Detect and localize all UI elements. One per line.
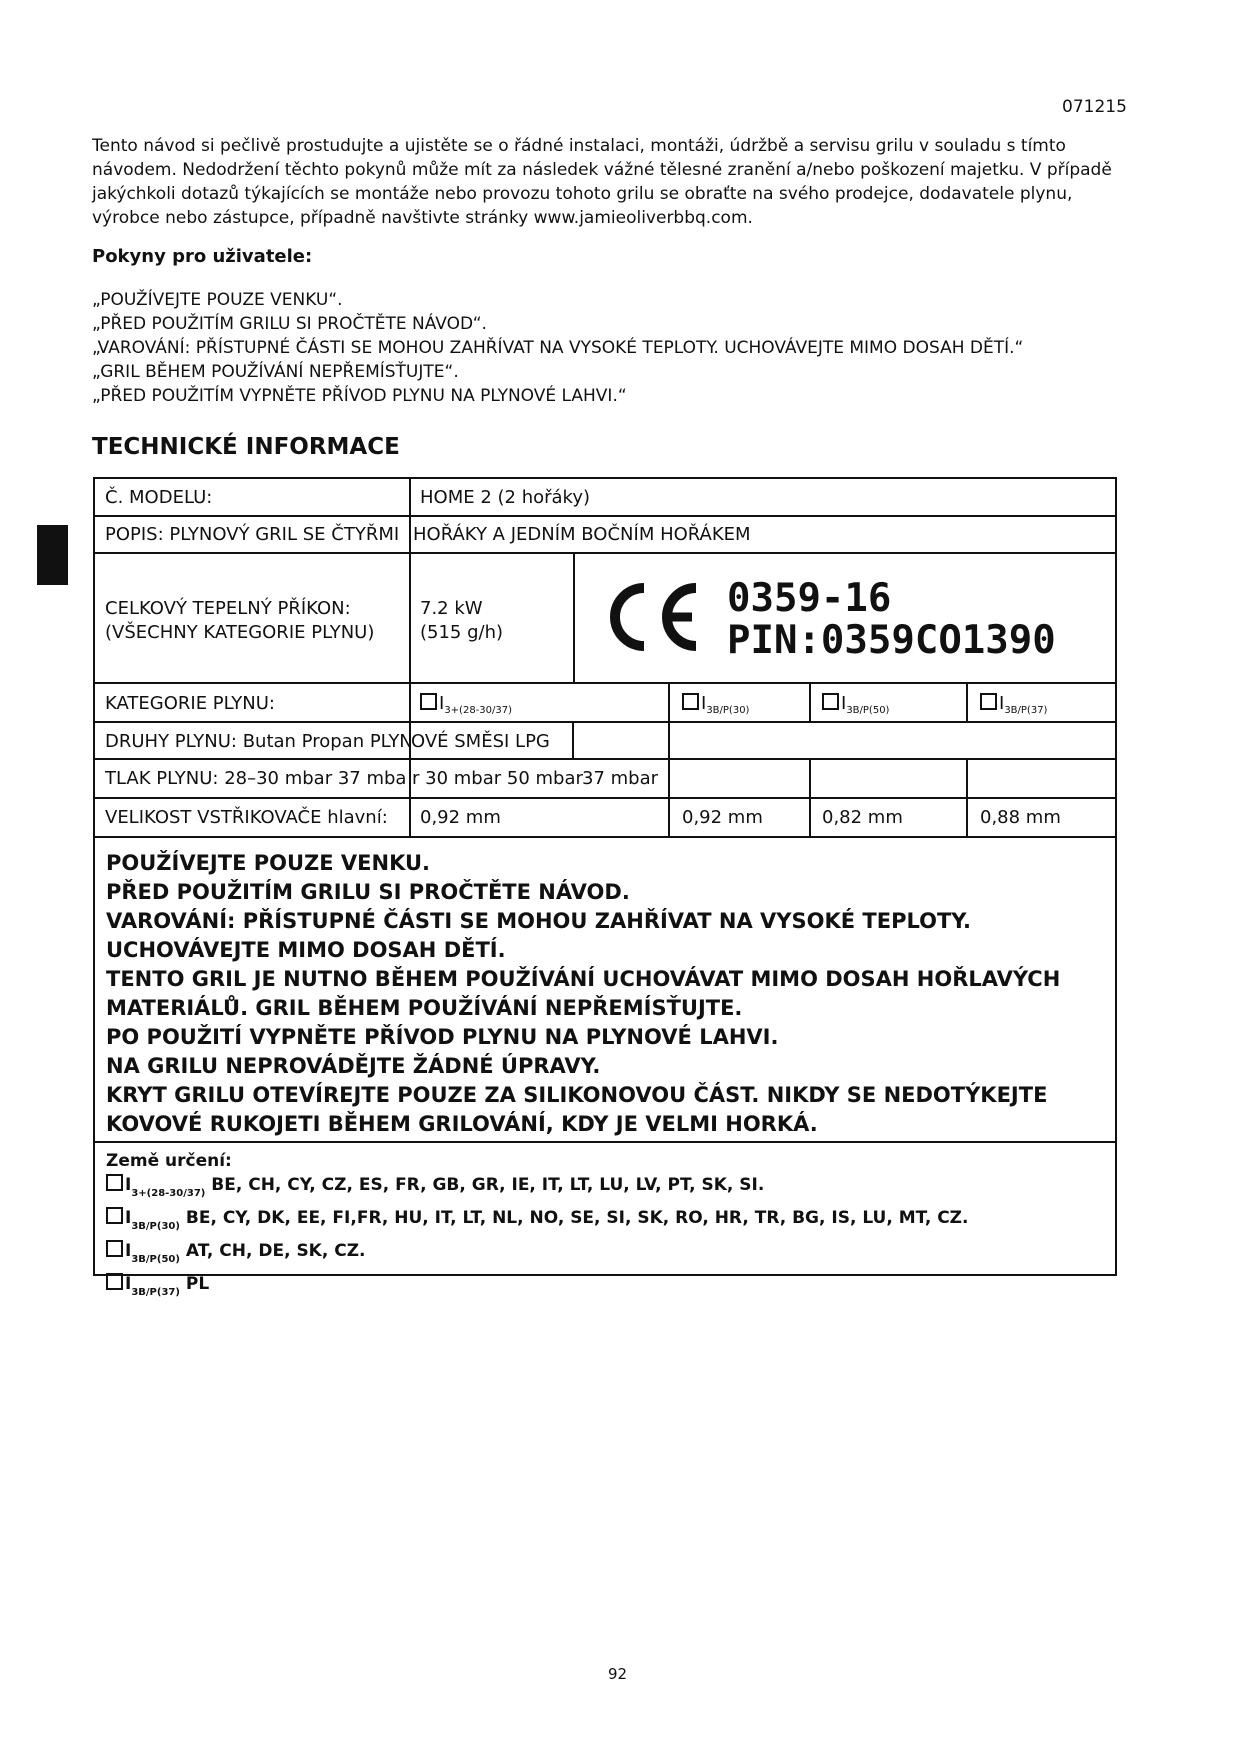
table-border <box>809 758 811 838</box>
table-border <box>93 721 1117 723</box>
destination-countries <box>106 1149 1106 1305</box>
gas-types-label: DRUHY PLYNU: Butan Propan PLYN <box>105 731 413 752</box>
table-border <box>93 797 1117 799</box>
pressure-value: r 30 mbar 50 mbar <box>412 768 583 789</box>
technical-info-title: TECHNICKÉ INFORMACE <box>92 434 400 460</box>
pressure-label: TLAK PLYNU: 28–30 mbar 37 mba <box>105 768 407 789</box>
table-border <box>93 477 95 1276</box>
user-instruction-line: „POUŽÍVEJTE POUZE VENKU“. <box>92 290 343 310</box>
table-border <box>1115 477 1117 1276</box>
safety-warning-line: PO POUŽITÍ VYPNĚTE PŘÍVOD PLYNU NA PLYNOVÉ LAHVI. <box>106 1025 779 1049</box>
gas-category-label: KATEGORIE PLYNU: <box>105 693 275 714</box>
heat-input-label: CELKOVÝ TEPELNÝ PŘÍKON: <box>105 598 351 619</box>
table-border <box>93 758 1117 760</box>
gas-category-option: $I_{3B/P(37)}$ <box>980 693 1047 716</box>
gas-category-option: $I_{3B/P(50)}$ <box>822 693 889 716</box>
gas-category-option: $I_{3B/P(30)}$ <box>682 693 749 716</box>
checkbox-icon <box>682 693 699 710</box>
table-border <box>93 515 1117 517</box>
heat-input-value: (515 g/h) <box>420 622 504 643</box>
heat-input-label: (VŠECHNY KATEGORIE PLYNU) <box>105 622 375 643</box>
safety-warning-line: POUŽÍVEJTE POUZE VENKU. <box>106 851 431 875</box>
safety-warning-line: KRYT GRILU OTEVÍREJTE POUZE ZA SILIKONOVOU ČÁST. NIKDY SE NEDOTÝKEJTE KOVOVÉ RUKOJETI BĚHEM GRILOVÁNÍ, KDY JE VELMI HORKÁ. <box>106 1083 1048 1136</box>
checkbox-icon <box>420 693 437 710</box>
table-border <box>93 1141 1117 1143</box>
checkbox-icon <box>106 1174 123 1191</box>
user-instruction-line: „PŘED POUŽITÍM GRILU SI PROČTĚTE NÁVOD“. <box>92 314 487 334</box>
table-border <box>966 682 968 721</box>
table-border <box>573 552 575 684</box>
document-code: 071215 <box>1062 97 1127 117</box>
injector-value: 0,92 mm <box>682 807 763 828</box>
user-instruction-line: „GRIL BĚHEM POUŽÍVÁNÍ NEPŘEMÍSŤUJTE“. <box>92 362 459 382</box>
table-border <box>966 758 968 838</box>
table-border <box>572 721 574 760</box>
table-border <box>93 682 1117 684</box>
checkbox-icon <box>980 693 997 710</box>
description-value: HOŘÁKY A JEDNÍM BOČNÍM HOŘÁKEM <box>413 524 751 545</box>
gas-category-option: $I_{3+(28-30/37)}$ <box>420 693 512 716</box>
injector-value: 0,92 mm <box>420 807 501 828</box>
table-border <box>93 477 1117 479</box>
model-value: HOME 2 (2 hořáky) <box>420 487 591 508</box>
ce-pin: PIN:0359CO1390 <box>727 618 1056 663</box>
model-label: Č. MODELU: <box>105 487 213 508</box>
user-instruction-line: „VAROVÁNÍ: PŘÍSTUPNÉ ČÁSTI SE MOHOU ZAHŘÍVAT NA VYSOKÉ TEPLOTY. UCHOVÁVEJTE MIMO DOSAH DĚTÍ.“ <box>92 338 1024 358</box>
destination-title: Země určení: <box>106 1151 232 1171</box>
pressure-value: 37 mbar <box>582 768 659 789</box>
table-border <box>809 682 811 721</box>
table-border <box>93 552 1117 554</box>
table-border <box>668 682 670 838</box>
checkbox-icon <box>106 1240 123 1257</box>
description-label: POPIS: PLYNOVÝ GRIL SE ČTYŘMI <box>105 524 400 545</box>
section-marker <box>37 525 68 585</box>
ce-mark-logo <box>600 582 700 652</box>
destination-row: $I_{3+(28-30/37)}$ BE, CH, CY, CZ, ES, FR, GB, GR, IE, IT, LT, LU, LV, PT, SK, SI. <box>106 1173 1106 1206</box>
user-instructions-title: Pokyny pro uživatele: <box>92 246 313 267</box>
intro-paragraph: Tento návod si pečlivě prostudujte a ujistěte se o řádné instalaci, montáži, údržbě a servisu grilu v souladu s tímto návodem. Nedodržení těchto pokynů může mít za následek vážné tělesné zranění a/nebo poškození majetku. V případě jakýchkoli dotazů týkajících se montáže nebo provozu tohoto grilu se obraťte na svého prodejce, dodavatele plynu, výrobce nebo zástupce, případně navštivte stránky www.jamieoliverbbq.com. <box>92 136 1112 228</box>
page-number: 92 <box>608 1665 628 1683</box>
destination-row: $I_{3B/P(30)}$ BE, CY, DK, EE, FI,FR, HU, IT, LT, NL, NO, SE, SI, SK, RO, HR, TR, BG, IS, LU, MT, CZ. <box>106 1206 1106 1239</box>
safety-warnings <box>106 849 1106 1139</box>
gas-types-value: OVÉ SMĚSI LPG <box>411 731 550 752</box>
injector-value: 0,88 mm <box>980 807 1061 828</box>
destination-row: $I_{3B/P(37)}$ PL <box>106 1272 1106 1305</box>
checkbox-icon <box>822 693 839 710</box>
ce-notified-body: 0359-16 <box>727 576 892 621</box>
safety-warning-line: PŘED POUŽITÍM GRILU SI PROČTĚTE NÁVOD. <box>106 880 630 904</box>
injector-label: VELIKOST VSTŘIKOVAČE hlavní: <box>105 807 388 828</box>
table-border <box>409 477 411 838</box>
checkbox-icon <box>106 1207 123 1224</box>
user-instruction-line: „PŘED POUŽITÍM VYPNĚTE PŘÍVOD PLYNU NA PLYNOVÉ LAHVI.“ <box>92 386 627 406</box>
heat-input-value: 7.2 kW <box>420 598 483 619</box>
safety-warning-line: NA GRILU NEPROVÁDĚJTE ŽÁDNÉ ÚPRAVY. <box>106 1054 601 1078</box>
safety-warning-line: TENTO GRIL JE NUTNO BĚHEM POUŽÍVÁNÍ UCHOVÁVAT MIMO DOSAH HOŘLAVÝCH MATERIÁLŮ. GRIL BĚHEM POUŽÍVÁNÍ NEPŘEMÍSŤUJTE. <box>106 967 1061 1020</box>
injector-value: 0,82 mm <box>822 807 903 828</box>
checkbox-icon <box>106 1273 123 1290</box>
destination-row: $I_{3B/P(50)}$ AT, CH, DE, SK, CZ. <box>106 1239 1106 1272</box>
table-border <box>93 836 1117 838</box>
safety-warning-line: VAROVÁNÍ: PŘÍSTUPNÉ ČÁSTI SE MOHOU ZAHŘÍVAT NA VYSOKÉ TEPLOTY. UCHOVÁVEJTE MIMO DOSAH DĚTÍ. <box>106 909 971 962</box>
